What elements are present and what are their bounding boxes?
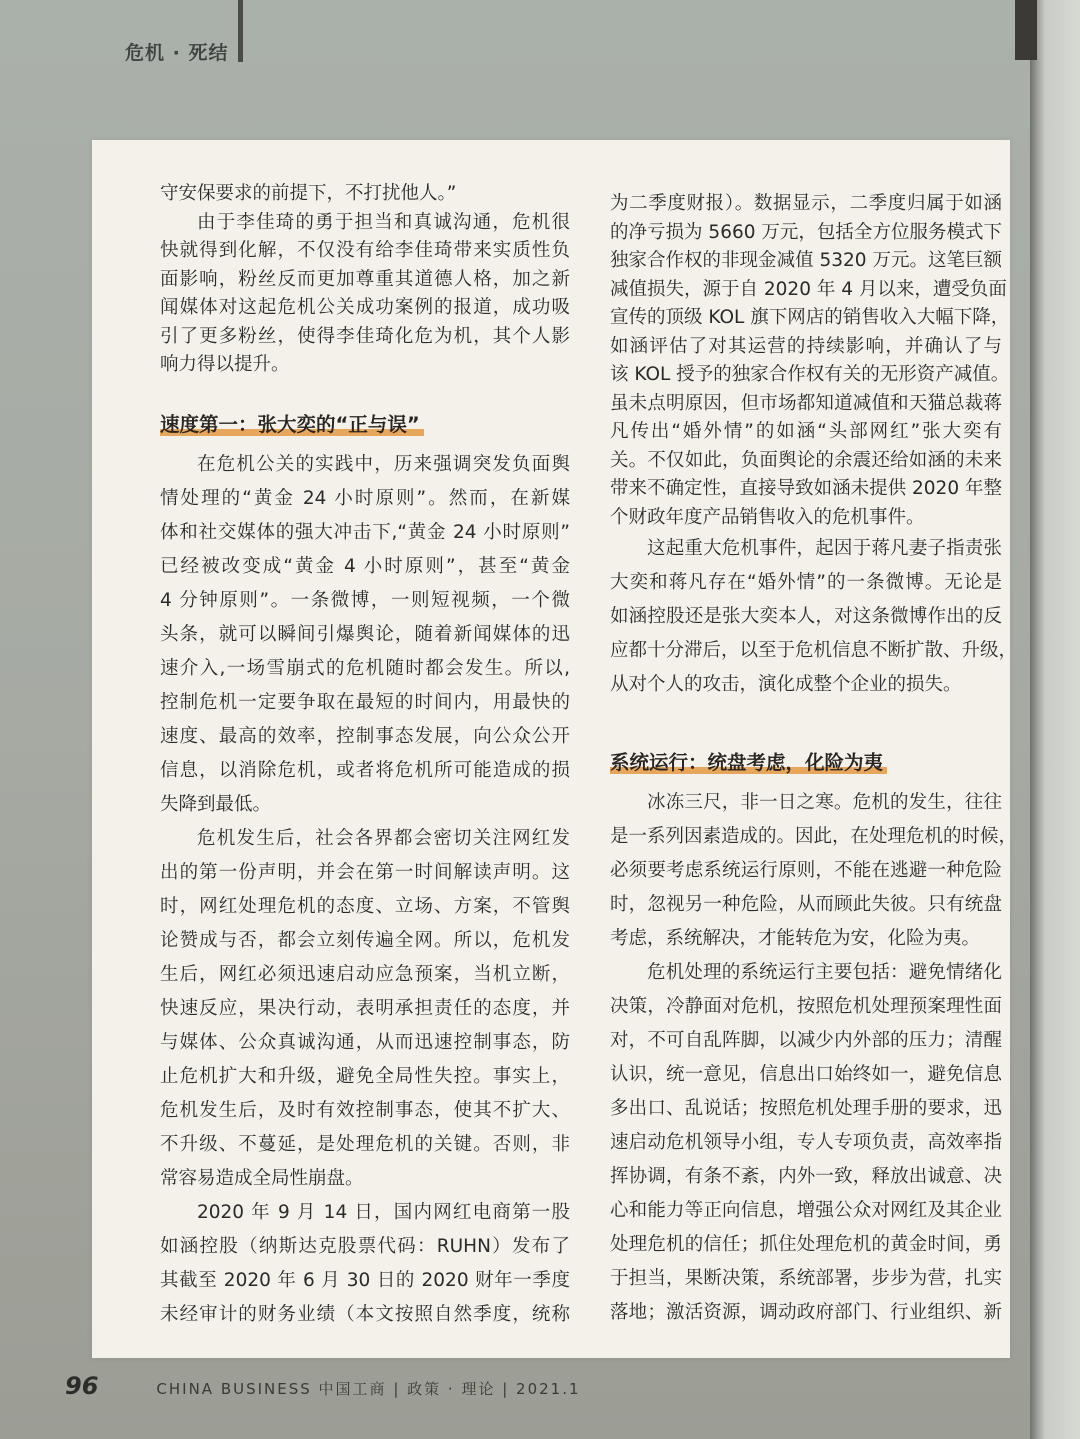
text-line: 体和社交媒体的强大冲击下,“黄金 24 小时原则” [160, 521, 570, 543]
text-line: 出的第一份声明，并会在第一时间解读声明。这 [160, 861, 570, 883]
page-number: 96 [65, 1372, 99, 1400]
text-line: 未经审计的财务业绩（本文按照自然季度，统称 [160, 1303, 570, 1325]
text-line: 常容易造成全局性崩盘。 [160, 1167, 364, 1189]
text-line: 虽未点明原因，但市场都知道减值和天猫总裁蒋 [610, 392, 1002, 414]
text-line: 2020 年 9 月 14 日，国内网红电商第一股 [197, 1201, 570, 1223]
right-column [610, 190, 1018, 1330]
text-line: 必须要考虑系统运行原则，不能在逃避一种危险 [610, 860, 1002, 881]
text-line: 4 分钟原则”。一条微博，一则短视频，一个微 [160, 589, 570, 611]
text-line: 由于李佳琦的勇于担当和真诚沟通，危机很 [197, 211, 570, 233]
text-line: 速启动危机领导小组，专人专项负责，高效率指 [610, 1132, 1002, 1153]
text-line: 宣传的顶级 KOL 旗下网店的销售收入大幅下降， [610, 307, 1010, 328]
text-line: 不升级、不蔓延，是处理危机的关键。否则，非 [160, 1133, 570, 1155]
paragraph [610, 532, 1018, 702]
text-line: 危机发生后，社会各界都会密切关注网红发 [197, 827, 570, 849]
text-line: 生后，网红必须迅速启动应急预案，当机立断， [160, 963, 570, 985]
section-heading: 系统运行：统盘考虑，化险为夷 [610, 746, 887, 780]
page-gutter-shadow [1015, 0, 1037, 60]
paragraph [610, 956, 1002, 1330]
text-line: 闻媒体对这起危机公关成功案例的报道，成功吸 [160, 297, 570, 318]
text-line: 头条，就可以瞬间引爆舆论，随着新闻媒体的迅 [160, 623, 570, 645]
text-line: 面影响，粉丝反而更加尊重其道德人格，加之新 [160, 268, 570, 290]
left-column [160, 180, 570, 1332]
text-line: 如涵控股还是张大奕本人，对这条微博作出的反 [610, 606, 1002, 627]
text-line: 该 KOL 授予的独家合作权有关的无形资产减值。 [610, 364, 1010, 385]
paragraph [160, 448, 570, 822]
paragraph [160, 822, 570, 1196]
text-line: 快速反应，果决行动，表明承担责任的态度，并 [160, 997, 570, 1019]
text-line: 凡传出“婚外情”的如涵“头部网红”张大奕有 [610, 421, 1002, 442]
text-line: 守安保要求的前提下，不打扰他人。” [160, 183, 457, 204]
text-line: 于担当，果断决策，系统部署，步步为营，扎实 [610, 1268, 1002, 1289]
text-line: 从对个人的攻击，演化成整个企业的损失。 [610, 674, 962, 695]
text-line: 如涵评估了对其运营的持续影响，并确认了与 [610, 335, 1002, 357]
text-line: 是一系列因素造成的。因此，在处理危机的时候， [610, 826, 1018, 847]
text-line: 为二季度财报）。数据显示，二季度归属于如涵 [610, 193, 1002, 214]
text-line: 响力得以提升。 [160, 354, 290, 375]
text-line: 快就得到化解，不仅没有给李佳琦带来实质性负 [160, 240, 570, 261]
text-line: 速介入,一场雪崩式的危机随时都会发生。所以, [160, 657, 570, 679]
text-line: 失降到最低。 [160, 793, 272, 815]
text-line: 冰冻三尺，非一日之寒。危机的发生，往往 [647, 792, 1002, 813]
text-line: 心和能力等正向信息，增强公众对网红及其企业 [610, 1200, 1002, 1221]
text-line: 信息，以消除危机，或者将危机所可能造成的损 [160, 759, 570, 781]
text-line: 止危机扩大和升级，避免全局性失控。事实上， [160, 1065, 570, 1087]
text-line: 认识，统一意见，信息出口始终如一，避免信息 [610, 1064, 1002, 1085]
text-line: 关。不仅如此，负面舆论的余震还给如涵的未来 [610, 449, 1002, 471]
paragraph [610, 786, 1018, 956]
text-line: 引了更多粉丝，使得李佳琦化危为机，其个人影 [160, 325, 570, 347]
paragraph [160, 1196, 570, 1332]
text-line: 论赞成与否，都会立刻传遍全网。所以，危机发 [160, 929, 570, 951]
text-line: 处理危机的信任；抓住处理危机的黄金时间，勇 [610, 1234, 1002, 1255]
text-line: 减值损失，源于自 2020 年 4 月以来，遭受负面 [610, 278, 1007, 300]
section-heading: 速度第一：张大奕的“正与误” [160, 408, 424, 442]
text-line: 考虑，系统解决，才能转危为安，化险为夷。 [610, 928, 981, 949]
text-line: 情处理的“黄金 24 小时原则”。然而，在新媒 [160, 487, 570, 509]
text-line: 如涵控股（纳斯达克股票代码：RUHN）发布了 [160, 1235, 570, 1257]
page-footer [65, 1372, 581, 1400]
text-line: 个财政年度产品销售收入的危机事件。 [610, 506, 925, 528]
text-line: 多出口、乱说话；按照危机处理手册的要求，迅 [610, 1098, 1002, 1119]
text-line: 时，忽视另一种危险，从而顾此失彼。只有统盘 [610, 894, 1002, 915]
text-line: 独家合作权的非现金减值 5320 万元。这笔巨额 [610, 250, 1002, 271]
text-line: 速度、最高的效率，控制事态发展，向公众公开 [160, 725, 570, 747]
header-divider-bar [238, 0, 243, 62]
text-line: 决策，冷静面对危机，按照危机处理预案理性面 [610, 996, 1002, 1017]
text-line: 这起重大危机事件，起因于蒋凡妻子指责张 [647, 538, 1002, 559]
text-line: 应都十分滞后，以至于危机信息不断扩散、升级， [610, 640, 1018, 661]
paragraph [160, 180, 570, 209]
text-line: 控制危机一定要争取在最短的时间内，用最快的 [160, 691, 570, 713]
text-line: 在危机公关的实践中，历来强调突发负面舆 [197, 453, 570, 475]
paragraph [160, 209, 570, 380]
text-line: 带来不确定性，直接导致如涵未提供 2020 年整 [610, 478, 1002, 499]
text-line: 其截至 2020 年 6 月 30 日的 2020 财年一季度 [160, 1269, 570, 1291]
publication-info: CHINA BUSINESS 中国工商 | 政策 · 理论 | 2021.1 [156, 1380, 581, 1398]
text-line: 的净亏损为 5660 万元，包括全方位服务模式下 [610, 221, 1002, 243]
paragraph [610, 190, 1010, 532]
text-line: 落地；激活资源，调动政府部门、行业组织、新 [610, 1302, 1002, 1323]
text-line: 与媒体、公众真诚沟通，从而迅速控制事态，防 [160, 1031, 570, 1053]
text-line: 时，网红处理危机的态度、立场、方案，不管舆 [160, 895, 570, 917]
text-line: 挥协调，有条不紊，内外一致，释放出诚意、决 [610, 1166, 1002, 1187]
text-line: 已经被改变成“黄金 4 小时原则”，甚至“黄金 [160, 555, 570, 577]
text-line: 对，不可自乱阵脚，以减少内外部的压力；清醒 [610, 1030, 1002, 1051]
text-line: 危机发生后，及时有效控制事态，使其不扩大、 [160, 1099, 570, 1121]
text-line: 大奕和蒋凡存在“婚外情”的一条微博。无论是 [610, 572, 1002, 593]
next-page-edge [1030, 0, 1080, 1439]
section-header: 危机 · 死结 [125, 42, 229, 64]
text-line: 危机处理的系统运行主要包括：避免情绪化 [647, 962, 1002, 983]
